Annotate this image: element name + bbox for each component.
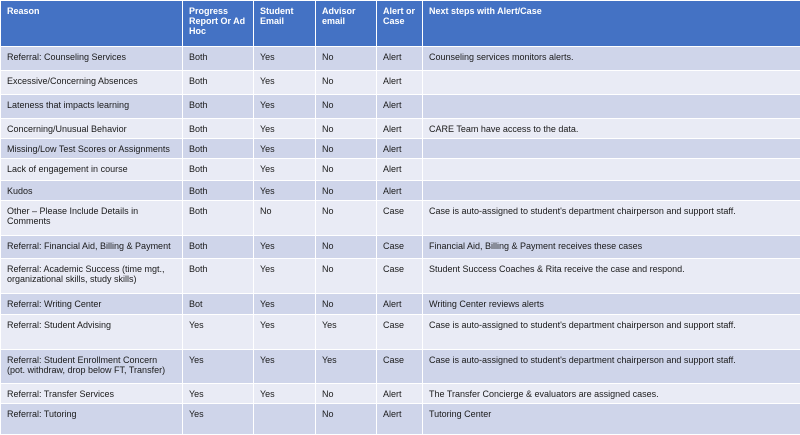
reason-cell: Lack of engagement in course — [1, 159, 183, 181]
reason-cell: Referral: Student Enrollment Concern (pot. withdraw, drop below FT, Transfer) — [1, 350, 183, 384]
student-email-cell: No — [254, 201, 316, 236]
alert-or-case-cell: Alert — [377, 47, 423, 71]
progress-report-cell: Both — [183, 236, 254, 259]
reason-cell: Referral: Student Advising — [1, 315, 183, 350]
alert-or-case-cell: Alert — [377, 139, 423, 159]
progress-report-cell: Bot — [183, 294, 254, 315]
alert-or-case-cell: Alert — [377, 294, 423, 315]
next-steps-cell — [423, 139, 800, 159]
progress-report-cell: Both — [183, 139, 254, 159]
next-steps-cell: Case is auto-assigned to student's department chairperson and support staff. — [423, 201, 800, 236]
advisor-email-cell: No — [316, 404, 377, 435]
table-row — [1, 350, 800, 384]
student-email-cell: Yes — [254, 95, 316, 119]
reason-cell: Referral: Tutoring — [1, 404, 183, 435]
column-header-alert-or-case: Alert or Case — [377, 1, 423, 47]
reason-cell: Referral: Counseling Services — [1, 47, 183, 71]
next-steps-cell — [423, 181, 800, 201]
reason-cell: Referral: Academic Success (time mgt., organizational skills, study skills) — [1, 259, 183, 294]
alert-or-case-cell: Alert — [377, 384, 423, 404]
next-steps-cell: Case is auto-assigned to student's department chairperson and support staff. — [423, 315, 800, 350]
next-steps-cell: Counseling services monitors alerts. — [423, 47, 800, 71]
next-steps-cell: The Transfer Concierge & evaluators are assigned cases. — [423, 384, 800, 404]
alert-or-case-cell: Alert — [377, 159, 423, 181]
next-steps-cell — [423, 95, 800, 119]
table-row — [1, 159, 800, 181]
column-header-next-steps: Next steps with Alert/Case — [423, 1, 800, 47]
advisor-email-cell: No — [316, 384, 377, 404]
table-row — [1, 236, 800, 259]
progress-report-cell: Both — [183, 201, 254, 236]
alert-or-case-cell: Case — [377, 350, 423, 384]
column-header-student-email: Student Email — [254, 1, 316, 47]
column-header-progress-report: Progress Report Or Ad Hoc — [183, 1, 254, 47]
student-email-cell: Yes — [254, 259, 316, 294]
alert-or-case-cell: Case — [377, 201, 423, 236]
advisor-email-cell: No — [316, 71, 377, 95]
progress-report-cell: Both — [183, 71, 254, 95]
progress-report-cell: Yes — [183, 315, 254, 350]
alert-or-case-cell: Alert — [377, 95, 423, 119]
next-steps-cell: CARE Team have access to the data. — [423, 119, 800, 139]
next-steps-cell: Student Success Coaches & Rita receive the case and respond. — [423, 259, 800, 294]
student-email-cell: Yes — [254, 315, 316, 350]
alert-or-case-cell: Alert — [377, 71, 423, 95]
reason-cell: Concerning/Unusual Behavior — [1, 119, 183, 139]
alert-or-case-cell: Case — [377, 236, 423, 259]
table-row — [1, 404, 800, 435]
student-email-cell — [254, 404, 316, 435]
advisor-email-cell: No — [316, 294, 377, 315]
progress-report-cell: Yes — [183, 404, 254, 435]
student-email-cell: Yes — [254, 236, 316, 259]
table-row — [1, 119, 800, 139]
table-row — [1, 139, 800, 159]
student-email-cell: Yes — [254, 159, 316, 181]
alert-or-case-cell: Alert — [377, 119, 423, 139]
table-row — [1, 259, 800, 294]
advisor-email-cell: No — [316, 201, 377, 236]
reason-cell: Referral: Transfer Services — [1, 384, 183, 404]
progress-report-cell: Both — [183, 47, 254, 71]
next-steps-cell: Financial Aid, Billing & Payment receives these cases — [423, 236, 800, 259]
column-header-advisor-email: Advisor email — [316, 1, 377, 47]
reason-cell: Kudos — [1, 181, 183, 201]
progress-report-cell: Both — [183, 159, 254, 181]
reason-cell: Excessive/Concerning Absences — [1, 71, 183, 95]
table-row — [1, 181, 800, 201]
progress-report-cell: Both — [183, 119, 254, 139]
progress-report-cell: Both — [183, 181, 254, 201]
advisor-email-cell: No — [316, 95, 377, 119]
advisor-email-cell: No — [316, 181, 377, 201]
progress-report-cell: Both — [183, 95, 254, 119]
progress-report-cell: Yes — [183, 350, 254, 384]
table-row — [1, 95, 800, 119]
next-steps-cell: Case is auto-assigned to student's department chairperson and support staff. — [423, 350, 800, 384]
advisor-email-cell: Yes — [316, 315, 377, 350]
reason-cell: Missing/Low Test Scores or Assignments — [1, 139, 183, 159]
table-row — [1, 315, 800, 350]
student-email-cell: Yes — [254, 181, 316, 201]
advisor-email-cell: No — [316, 119, 377, 139]
reason-cell: Lateness that impacts learning — [1, 95, 183, 119]
alert-or-case-cell: Case — [377, 259, 423, 294]
student-email-cell: Yes — [254, 294, 316, 315]
student-email-cell: Yes — [254, 119, 316, 139]
table-row — [1, 47, 800, 71]
next-steps-cell — [423, 159, 800, 181]
student-email-cell: Yes — [254, 139, 316, 159]
column-header-reason: Reason — [1, 1, 183, 47]
student-email-cell: Yes — [254, 47, 316, 71]
next-steps-cell — [423, 71, 800, 95]
alert-or-case-cell: Alert — [377, 181, 423, 201]
advisor-email-cell: No — [316, 139, 377, 159]
reason-cell: Referral: Financial Aid, Billing & Payment — [1, 236, 183, 259]
advisor-email-cell: Yes — [316, 350, 377, 384]
next-steps-cell: Tutoring Center — [423, 404, 800, 435]
advisor-email-cell: No — [316, 236, 377, 259]
student-email-cell: Yes — [254, 384, 316, 404]
progress-report-cell: Yes — [183, 384, 254, 404]
reason-cell: Other – Please Include Details in Comments — [1, 201, 183, 236]
advisor-email-cell: No — [316, 259, 377, 294]
table-row — [1, 71, 800, 95]
student-email-cell: Yes — [254, 71, 316, 95]
advisor-email-cell: No — [316, 159, 377, 181]
alert-or-case-cell: Alert — [377, 404, 423, 435]
table-row — [1, 201, 800, 236]
table-row — [1, 294, 800, 315]
advisor-email-cell: No — [316, 47, 377, 71]
table-row — [1, 384, 800, 404]
reason-cell: Referral: Writing Center — [1, 294, 183, 315]
header-row — [1, 1, 800, 47]
next-steps-cell: Writing Center reviews alerts — [423, 294, 800, 315]
progress-report-cell: Both — [183, 259, 254, 294]
alert-or-case-cell: Case — [377, 315, 423, 350]
student-email-cell: Yes — [254, 350, 316, 384]
